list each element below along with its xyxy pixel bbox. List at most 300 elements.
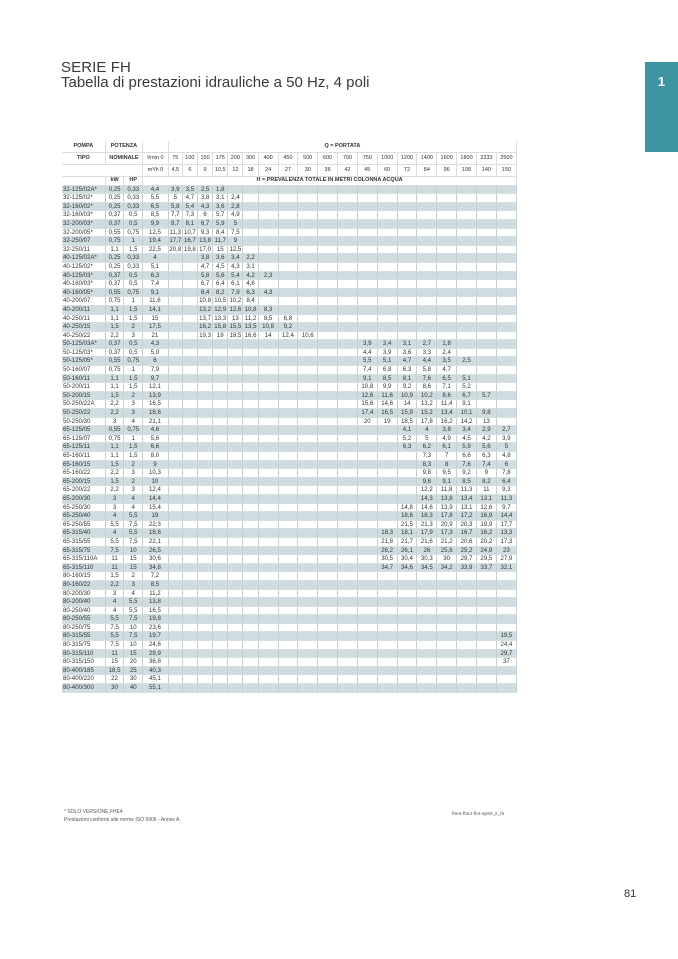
empty-cell [213, 563, 228, 572]
power-hp: 30 [124, 675, 143, 684]
head-value: 4,2 [243, 271, 258, 280]
empty-cell [476, 211, 496, 220]
pump-model: 80-315/75 [62, 641, 105, 650]
empty-cell [213, 391, 228, 400]
pump-model: 80-160/15 [62, 572, 105, 581]
empty-cell [457, 194, 477, 203]
head-value: 20,6 [457, 537, 477, 546]
empty-cell [397, 228, 417, 237]
empty-cell [182, 460, 197, 469]
head-value: 30 [437, 555, 457, 564]
empty-cell [182, 658, 197, 667]
head-value: 4,4 [357, 348, 377, 357]
empty-cell [243, 537, 258, 546]
head-value: 2,5 [457, 357, 477, 366]
empty-cell [243, 383, 258, 392]
head-value: 7,8 [496, 469, 516, 478]
head-value: 5,5 [357, 357, 377, 366]
empty-cell [298, 400, 318, 409]
power-hp: 1,5 [124, 383, 143, 392]
empty-cell [182, 641, 197, 650]
power-hp: 1 [124, 237, 143, 246]
pump-model: 50-160/07 [62, 366, 105, 375]
empty-cell [417, 580, 437, 589]
empty-cell [168, 348, 182, 357]
power-hp: 25 [124, 666, 143, 675]
power-hp: 5,5 [124, 606, 143, 615]
header-flow-lmin: 600 [318, 153, 338, 165]
empty-cell [496, 219, 516, 228]
empty-cell [213, 623, 228, 632]
empty-cell [496, 254, 516, 263]
empty-cell [168, 409, 182, 418]
empty-cell [197, 684, 212, 693]
pump-model: 40-125/03* [62, 271, 105, 280]
head-value: 8,6 [437, 391, 457, 400]
empty-cell [318, 537, 338, 546]
empty-cell [278, 391, 298, 400]
pump-model: 65-160/11 [62, 452, 105, 461]
head-at-zero-flow: 6,6 [143, 443, 169, 452]
empty-cell [197, 666, 212, 675]
head-at-zero-flow: 13,9 [143, 391, 169, 400]
head-value: 4,5 [457, 434, 477, 443]
pump-model: 32-200/03* [62, 219, 105, 228]
empty-cell [338, 512, 358, 521]
empty-cell [397, 598, 417, 607]
empty-cell [182, 434, 197, 443]
head-value: 13,5 [244, 323, 257, 331]
head-value: 34,7 [377, 563, 397, 572]
head-value: 5,6 [213, 271, 228, 280]
empty-cell [213, 537, 228, 546]
head-value: 17,3 [437, 529, 457, 538]
head-value: 16,7 [183, 237, 196, 245]
empty-cell [338, 271, 358, 280]
empty-cell [417, 271, 437, 280]
head-value: 10,1 [457, 409, 477, 418]
empty-cell [318, 675, 338, 684]
empty-cell [278, 623, 298, 632]
empty-cell [377, 219, 397, 228]
head-value: 6,3 [476, 452, 496, 461]
empty-cell [318, 555, 338, 564]
empty-cell [298, 684, 318, 693]
header-m3h: m³/h 0 [143, 165, 169, 177]
empty-cell [197, 460, 212, 469]
empty-cell [318, 623, 338, 632]
empty-cell [243, 417, 258, 426]
empty-cell [243, 615, 258, 624]
empty-cell [338, 641, 358, 650]
empty-cell [278, 477, 298, 486]
empty-cell [182, 305, 197, 314]
empty-cell [258, 383, 278, 392]
empty-cell [243, 555, 258, 564]
power-hp: 10 [124, 546, 143, 555]
empty-cell [298, 641, 318, 650]
pump-model: 65-250/40 [62, 512, 105, 521]
empty-cell [182, 615, 197, 624]
empty-cell [437, 649, 457, 658]
empty-cell [213, 494, 228, 503]
empty-cell [213, 357, 228, 366]
empty-cell [476, 297, 496, 306]
empty-cell [278, 383, 298, 392]
pump-model: 80-160/22 [62, 580, 105, 589]
empty-cell [457, 666, 477, 675]
empty-cell [318, 658, 338, 667]
head-value: 15,8 [214, 323, 227, 331]
empty-cell [168, 649, 182, 658]
head-value: 17,0 [199, 245, 211, 253]
empty-cell [298, 374, 318, 383]
empty-cell [228, 400, 243, 409]
empty-cell [437, 237, 457, 246]
empty-cell [213, 477, 228, 486]
empty-cell [318, 366, 338, 375]
table-row [62, 202, 517, 211]
empty-cell [182, 632, 197, 641]
empty-cell [182, 391, 197, 400]
empty-cell [213, 529, 228, 538]
empty-cell [243, 374, 258, 383]
empty-cell [318, 245, 338, 254]
pump-model: 40-200/11 [62, 305, 105, 314]
table-row [62, 615, 517, 624]
table-row [62, 469, 517, 478]
empty-cell [496, 615, 516, 624]
power-hp: 0,33 [124, 185, 143, 194]
empty-cell [377, 606, 397, 615]
empty-cell [168, 477, 182, 486]
head-at-zero-flow: 9,9 [143, 219, 169, 228]
empty-cell [318, 426, 338, 435]
empty-cell [357, 202, 377, 211]
table-row [62, 331, 517, 340]
empty-cell [228, 623, 243, 632]
footnote-iso: Prestazioni conformi alle norme ISO 9906 - Annex A. [64, 817, 181, 823]
empty-cell [278, 520, 298, 529]
empty-cell [318, 262, 338, 271]
empty-cell [213, 555, 228, 564]
power-hp: 3 [124, 400, 143, 409]
empty-cell [496, 589, 516, 598]
empty-cell [168, 486, 182, 495]
head-at-zero-flow: 45,1 [143, 675, 169, 684]
empty-cell [278, 486, 298, 495]
empty-cell [476, 606, 496, 615]
empty-cell [228, 486, 243, 495]
empty-cell [496, 323, 516, 332]
empty-cell [377, 520, 397, 529]
head-value: 17,9 [417, 529, 437, 538]
head-value: 20,8 [169, 245, 182, 253]
head-at-zero-flow: 21 [143, 331, 169, 340]
head-value: 3,3 [417, 348, 437, 357]
empty-cell [377, 649, 397, 658]
header-row [62, 153, 517, 165]
pump-model: 65-160/15 [62, 460, 105, 469]
table-row [62, 537, 517, 546]
empty-cell [258, 675, 278, 684]
empty-cell [377, 434, 397, 443]
head-value: 26 [417, 546, 437, 555]
table-row [62, 219, 517, 228]
empty-cell [298, 228, 318, 237]
head-value: 8 [437, 460, 457, 469]
pump-model: 65-200/30 [62, 494, 105, 503]
empty-cell [197, 537, 212, 546]
empty-cell [168, 589, 182, 598]
table-row [62, 417, 517, 426]
empty-cell [437, 615, 457, 624]
empty-cell [437, 314, 457, 323]
power-kw: 1,1 [105, 374, 124, 383]
empty-cell [496, 580, 516, 589]
empty-cell [417, 623, 437, 632]
head-value: 21,6 [417, 537, 437, 546]
power-hp: 1 [124, 434, 143, 443]
empty-cell [182, 469, 197, 478]
power-hp: 5,5 [124, 512, 143, 521]
head-value: 5,9 [213, 219, 228, 228]
empty-cell [197, 400, 212, 409]
empty-cell [168, 452, 182, 461]
table-row [62, 452, 517, 461]
empty-cell [338, 323, 358, 332]
empty-cell [318, 503, 338, 512]
head-value: 7,6 [457, 460, 477, 469]
power-kw: 0,55 [105, 357, 124, 366]
head-value: 3,5 [182, 185, 197, 194]
empty-cell [298, 529, 318, 538]
empty-cell [258, 185, 278, 194]
empty-cell [213, 615, 228, 624]
empty-cell [278, 340, 298, 349]
header-flow-m3h: 6 [182, 165, 197, 177]
head-value: 2,8 [228, 202, 243, 211]
empty-cell [298, 383, 318, 392]
empty-cell [476, 684, 496, 693]
empty-cell [298, 658, 318, 667]
empty-cell [298, 409, 318, 418]
empty-cell [318, 194, 338, 203]
pump-model: 65-125/05 [62, 426, 105, 435]
power-kw: 1,1 [105, 245, 124, 254]
power-kw: 0,37 [105, 348, 124, 357]
head-value: 9,1 [357, 374, 377, 383]
table-row [62, 366, 517, 375]
empty-cell [476, 194, 496, 203]
empty-cell [318, 357, 338, 366]
power-hp: 20 [124, 658, 143, 667]
pump-model: 32-125/02A* [62, 185, 105, 194]
empty-cell [197, 443, 212, 452]
empty-cell [243, 589, 258, 598]
empty-cell [168, 280, 182, 289]
head-value: 9,3 [197, 228, 212, 237]
empty-cell [417, 675, 437, 684]
head-value: 9 [228, 237, 243, 246]
head-at-zero-flow: 4,6 [143, 426, 169, 435]
empty-cell [258, 589, 278, 598]
head-value: 18,6 [397, 512, 417, 521]
head-value: 6,3 [397, 366, 417, 375]
empty-cell [397, 202, 417, 211]
empty-cell [318, 400, 338, 409]
head-value: 10,7 [183, 228, 196, 236]
empty-cell [318, 409, 338, 418]
empty-cell [213, 486, 228, 495]
empty-cell [457, 331, 477, 340]
empty-cell [197, 529, 212, 538]
head-value: 8,2 [213, 288, 228, 297]
head-value: 18,5 [229, 331, 242, 339]
empty-cell [357, 658, 377, 667]
empty-cell [278, 666, 298, 675]
empty-cell [397, 580, 417, 589]
head-value: 17,4 [357, 409, 377, 418]
header-flow-lmin: 450 [278, 153, 298, 165]
empty-cell [338, 460, 358, 469]
empty-cell [437, 589, 457, 598]
empty-cell [417, 658, 437, 667]
table-row [62, 649, 517, 658]
empty-cell [417, 254, 437, 263]
empty-cell [357, 211, 377, 220]
empty-cell [228, 443, 243, 452]
empty-cell [168, 623, 182, 632]
empty-cell [338, 374, 358, 383]
empty-cell [338, 580, 358, 589]
empty-cell [197, 632, 212, 641]
empty-cell [243, 512, 258, 521]
head-at-zero-flow: 40,3 [143, 666, 169, 675]
pump-model: 40-200/07 [62, 297, 105, 306]
empty-cell [417, 194, 437, 203]
empty-cell [298, 520, 318, 529]
head-at-zero-flow: 11,2 [143, 589, 169, 598]
header-flow-lmin: 75 [168, 153, 182, 165]
empty-cell [377, 323, 397, 332]
empty-cell [197, 383, 212, 392]
empty-cell [197, 340, 212, 349]
empty-cell [168, 331, 182, 340]
head-value: 25,6 [437, 546, 457, 555]
empty-cell [357, 520, 377, 529]
empty-cell [258, 348, 278, 357]
empty-cell [338, 623, 358, 632]
empty-cell [318, 211, 338, 220]
empty-cell [243, 684, 258, 693]
head-value: 13,8 [199, 237, 211, 245]
head-value: 34,5 [417, 563, 437, 572]
head-value: 9,8 [476, 409, 496, 418]
empty-cell [417, 314, 437, 323]
empty-cell [318, 460, 338, 469]
power-kw: 4 [105, 512, 124, 521]
table-row [62, 297, 517, 306]
empty-cell [318, 314, 338, 323]
header-flow-m3h: 45 [357, 165, 377, 177]
empty-cell [476, 280, 496, 289]
power-hp: 1,5 [124, 245, 143, 254]
empty-cell [168, 658, 182, 667]
empty-cell [318, 383, 338, 392]
head-value: 3,9 [496, 434, 516, 443]
empty-cell [496, 383, 516, 392]
head-value: 6,6 [457, 452, 477, 461]
empty-cell [417, 331, 437, 340]
empty-cell [457, 348, 477, 357]
head-value: 6,8 [278, 314, 298, 323]
empty-cell [258, 649, 278, 658]
empty-cell [377, 426, 397, 435]
empty-cell [278, 537, 298, 546]
empty-cell [258, 460, 278, 469]
empty-cell [228, 563, 243, 572]
empty-cell [397, 666, 417, 675]
table-row [62, 254, 517, 263]
pump-model: 80-400/185 [62, 666, 105, 675]
empty-cell [298, 675, 318, 684]
empty-cell [243, 606, 258, 615]
head-value: 6,1 [437, 443, 457, 452]
head-value: 12,5 [229, 245, 242, 253]
empty-cell [377, 615, 397, 624]
header-flow-m3h: 4,5 [168, 165, 182, 177]
head-value: 3,1 [397, 340, 417, 349]
empty-cell [357, 219, 377, 228]
pump-model: 65-125/11 [62, 443, 105, 452]
empty-cell [228, 494, 243, 503]
empty-cell [496, 305, 516, 314]
empty-cell [318, 443, 338, 452]
empty-cell [397, 486, 417, 495]
empty-cell [357, 649, 377, 658]
empty-cell [417, 323, 437, 332]
empty-cell [197, 477, 212, 486]
empty-cell [457, 623, 477, 632]
empty-cell [243, 572, 258, 581]
empty-cell [213, 366, 228, 375]
power-kw: 2,2 [105, 331, 124, 340]
table-row [62, 641, 517, 650]
empty-cell [357, 494, 377, 503]
empty-cell [258, 658, 278, 667]
pump-model: 80-200/40 [62, 598, 105, 607]
table-row [62, 383, 517, 392]
empty-cell [457, 598, 477, 607]
empty-cell [338, 675, 358, 684]
empty-cell [417, 280, 437, 289]
empty-cell [213, 580, 228, 589]
empty-cell [338, 615, 358, 624]
empty-cell [258, 684, 278, 693]
empty-cell [278, 357, 298, 366]
empty-cell [397, 623, 417, 632]
empty-cell [278, 452, 298, 461]
table-row [62, 589, 517, 598]
header-flow-m3h: 27 [278, 165, 298, 177]
head-value: 14,6 [417, 503, 437, 512]
pump-model: 50-160/11 [62, 374, 105, 383]
empty-cell [243, 434, 258, 443]
empty-cell [278, 280, 298, 289]
empty-cell [496, 228, 516, 237]
head-value: 4,7 [182, 194, 197, 203]
